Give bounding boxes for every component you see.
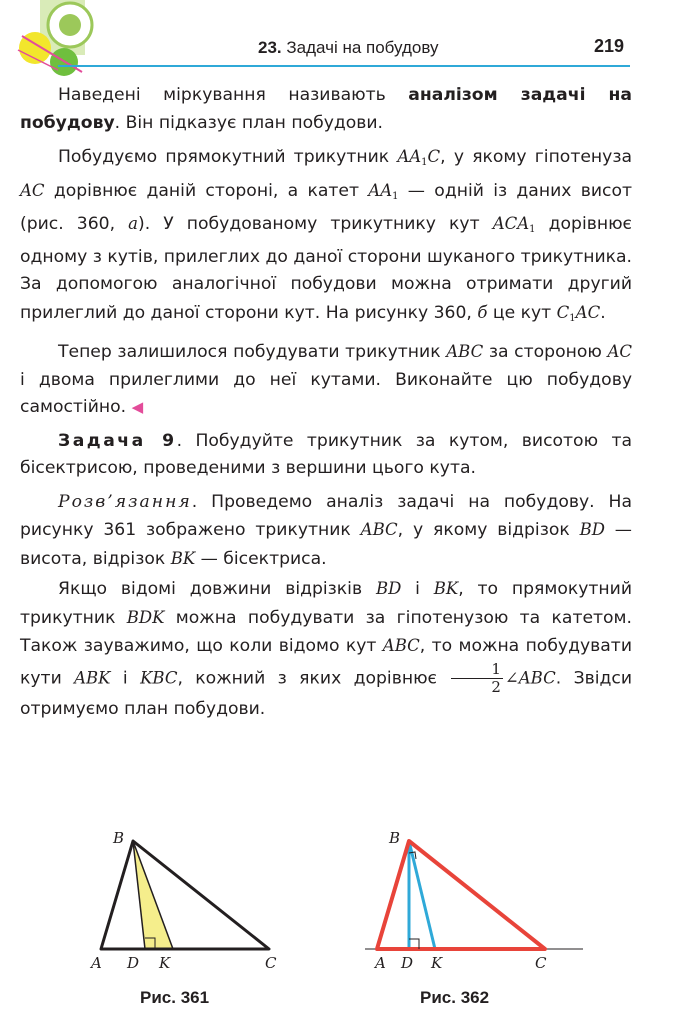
- math: $ACA_1$: [492, 214, 536, 235]
- paragraph-construction: [20, 143, 632, 332]
- paragraph-plan: [20, 575, 632, 723]
- header-rule: [58, 65, 630, 67]
- term-analysis: аналізом задачі на побудову: [20, 85, 632, 133]
- math: а: [128, 214, 138, 233]
- math: $AA_1$: [368, 180, 399, 202]
- text: Тепер залишилося побудувати трикутник: [58, 342, 447, 362]
- label-b: B: [389, 829, 401, 847]
- text: . Побудуйте трикутник за кутом, висотою та бісектрисою, проведеними з вершини цього кута.: [20, 430, 632, 478]
- text: Наведені міркування називають: [58, 85, 409, 105]
- paragraph-problem-9: [20, 428, 632, 483]
- text: — одній із даних висот (рис. 360,: [20, 180, 632, 234]
- math: ∠ABC: [504, 668, 556, 687]
- math: AC: [607, 342, 632, 361]
- chapter-decoration: [0, 0, 110, 80]
- text: , у якому відрізок: [397, 520, 580, 540]
- text: Побудуємо прямокутний трикутник: [58, 147, 398, 167]
- math: KBC: [140, 668, 178, 687]
- label-k: K: [431, 954, 443, 972]
- text: .: [600, 302, 606, 323]
- decor-ring-center: [59, 14, 81, 36]
- text: за стороною: [483, 342, 608, 362]
- text: , то можна побудувати кути: [20, 636, 632, 688]
- label-a: A: [375, 954, 386, 972]
- text: і: [110, 668, 141, 688]
- math: BK: [170, 548, 196, 568]
- text: — бісектриса.: [195, 548, 327, 569]
- text: це кут: [487, 302, 557, 323]
- triangle-abc: [101, 841, 269, 949]
- problem-label: Задача 9: [58, 430, 177, 451]
- section-number: 23.: [258, 38, 282, 57]
- section-title: Задачі на побудову: [286, 38, 439, 57]
- end-of-solution-icon: ◀: [131, 398, 144, 416]
- math: $AA_1C$: [397, 147, 441, 168]
- label-b: B: [113, 829, 125, 847]
- figure-362: [365, 825, 590, 975]
- figure-361: [85, 825, 290, 975]
- text: . Він підказує план побудови.: [114, 112, 384, 133]
- label-c: C: [535, 954, 547, 972]
- paragraph-analysis: [20, 82, 632, 137]
- text: , у якому гіпотенуза: [440, 147, 632, 167]
- label-a: A: [91, 954, 102, 972]
- label-k: K: [159, 954, 171, 972]
- label-c: C: [265, 954, 277, 972]
- math: BK: [433, 579, 459, 598]
- fraction-one-half: [451, 661, 503, 696]
- text: — висота, відрізок: [20, 520, 632, 569]
- label-d: D: [127, 954, 140, 972]
- math: BDK: [126, 607, 165, 627]
- text: . Звідси отримуємо план побудови.: [20, 668, 633, 719]
- solution-label: Розв’язання: [58, 491, 192, 512]
- math: AC: [20, 180, 45, 200]
- text: можна побудувати за гіпотенузою та катетом. Також зауважимо, що коли відомо кут: [20, 607, 632, 656]
- caption-figure-361: Рис. 361: [140, 988, 210, 1007]
- fraction-denominator: 2: [491, 677, 501, 696]
- math: ABC: [446, 342, 484, 361]
- text: ). У побудованому трикутнику кут: [137, 214, 493, 234]
- caption-figure-362: Рис. 362: [420, 988, 490, 1007]
- math: ABC: [382, 636, 420, 655]
- text: Якщо відомі довжини відрізків: [58, 579, 376, 599]
- running-header: [258, 38, 439, 58]
- paragraph-solution: [20, 489, 632, 574]
- label-d: D: [401, 954, 414, 972]
- math: BD: [579, 520, 605, 539]
- text: . Проведемо аналіз задачі на побудову. На рисунку 361 зображено трикутник: [20, 491, 632, 540]
- text: і двома прилеглими до неї кутами. Виконайте цю побудову самостійно.: [20, 369, 632, 417]
- triangle-abc: [377, 841, 545, 949]
- text: і: [401, 579, 434, 599]
- math: BD: [375, 579, 402, 598]
- text: , кожний з яких дорівнює: [177, 668, 450, 688]
- math: ABK: [74, 668, 111, 687]
- text: , то прямокутний трикутник: [20, 579, 633, 628]
- text: дорівнює даній стороні, а катет: [44, 180, 369, 201]
- math: б: [477, 302, 488, 322]
- math: $C_1AC$: [556, 302, 601, 324]
- math: ABC: [360, 520, 398, 539]
- text: дорівнює одному з кутів, прилеглих до даної сторони шуканого трикутника. За допомогою аналогічної побудови можна отримати другий прилеглий до даної сторони кут. На рисунку 360,: [20, 214, 633, 323]
- paragraph-remaining: [20, 338, 632, 422]
- page-number: 219: [594, 36, 625, 56]
- fraction-numerator: 1: [451, 661, 503, 679]
- main-text: [20, 82, 632, 729]
